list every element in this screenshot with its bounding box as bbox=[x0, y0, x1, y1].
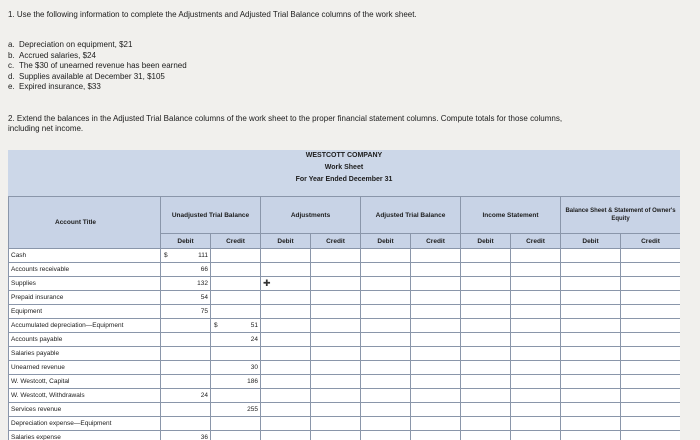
unadjusted-credit-cell bbox=[211, 319, 261, 333]
atb-debit-input[interactable] bbox=[361, 347, 411, 361]
unadjusted-credit-cell bbox=[211, 249, 261, 263]
unadjusted-credit-value: 186 bbox=[247, 378, 258, 385]
unadjusted-credit-cell bbox=[211, 333, 261, 347]
atb-credit-input[interactable] bbox=[411, 333, 461, 347]
income-statement-header: Income Statement bbox=[461, 197, 561, 234]
unadjusted-debit-cell bbox=[161, 319, 211, 333]
account-name: Accounts receivable bbox=[9, 263, 161, 277]
adj-debit-input[interactable] bbox=[261, 319, 311, 333]
unadjusted-debit-value: 54 bbox=[200, 294, 208, 301]
unadjusted-credit-value: 30 bbox=[250, 364, 258, 371]
atb-credit-input[interactable] bbox=[411, 431, 461, 440]
adj-credit-input[interactable] bbox=[311, 263, 361, 277]
work-sheet bbox=[8, 150, 680, 440]
atb-credit-input[interactable] bbox=[411, 403, 461, 417]
unadjusted-credit-cell bbox=[211, 347, 261, 361]
unadjusted-debit-cell bbox=[161, 431, 211, 440]
atb-debit-input[interactable] bbox=[361, 333, 411, 347]
unadjusted-credit-cell bbox=[211, 403, 261, 417]
unadjusted-debit-cell bbox=[161, 305, 211, 319]
unadjusted-credit-value: 24 bbox=[250, 336, 258, 343]
bs-debit-input[interactable] bbox=[561, 277, 621, 291]
table-row bbox=[9, 403, 681, 417]
unadjusted-debit-header: Debit bbox=[161, 234, 211, 249]
account-title-header: Account Title bbox=[9, 197, 161, 249]
account-name: Accounts payable bbox=[9, 333, 161, 347]
bs-debit-input[interactable] bbox=[561, 403, 621, 417]
unadjusted-debit-cell bbox=[161, 291, 211, 305]
bs-debit-input[interactable] bbox=[561, 291, 621, 305]
bs-credit-input[interactable] bbox=[621, 417, 681, 431]
adj-credit-input[interactable] bbox=[311, 389, 361, 403]
is-credit-input[interactable] bbox=[511, 305, 561, 319]
bs-credit-input[interactable] bbox=[621, 319, 681, 333]
adj-credit-input[interactable] bbox=[311, 277, 361, 291]
unadjusted-debit-cell bbox=[161, 403, 211, 417]
table-row bbox=[9, 319, 681, 333]
bs-credit-input[interactable] bbox=[621, 375, 681, 389]
table-row bbox=[9, 361, 681, 375]
list-item: d. Supplies available at December 31, $105 bbox=[8, 71, 165, 81]
unadjusted-credit-cell bbox=[211, 431, 261, 440]
atb-credit-input[interactable] bbox=[411, 291, 461, 305]
bs-debit-input[interactable] bbox=[561, 249, 621, 263]
is-debit-input[interactable] bbox=[461, 361, 511, 375]
bs-credit-input[interactable] bbox=[621, 403, 681, 417]
account-name: W. Westcott, Withdrawals bbox=[9, 389, 161, 403]
company-name: WESTCOTT COMPANY bbox=[305, 152, 383, 159]
balance-sheet-header: Balance Sheet & Statement of Owner's Equity bbox=[561, 197, 681, 234]
table-row bbox=[9, 431, 681, 440]
income-credit-header: Credit bbox=[511, 234, 561, 249]
unadjusted-trial-balance-header: Unadjusted Trial Balance bbox=[161, 197, 261, 234]
bs-credit-input[interactable] bbox=[621, 305, 681, 319]
adj-credit-input[interactable] bbox=[311, 291, 361, 305]
is-debit-input[interactable] bbox=[461, 403, 511, 417]
account-name: Services revenue bbox=[9, 403, 161, 417]
atb-debit-input[interactable] bbox=[361, 263, 411, 277]
account-name: Accumulated depreciation—Equipment bbox=[9, 319, 161, 333]
adjustments-info-list bbox=[8, 40, 187, 93]
is-debit-input[interactable] bbox=[461, 389, 511, 403]
unadjusted-credit-cell bbox=[211, 305, 261, 319]
atb-debit-input[interactable] bbox=[361, 291, 411, 305]
unadjusted-credit-cell bbox=[211, 389, 261, 403]
unadjusted-debit-value: 111 bbox=[198, 252, 208, 259]
table-row bbox=[9, 305, 681, 319]
table-row bbox=[9, 389, 681, 403]
unadjusted-debit-cell bbox=[161, 347, 211, 361]
atb-debit-input[interactable] bbox=[361, 417, 411, 431]
unadjusted-debit-value: 36 bbox=[200, 434, 208, 440]
adj-credit-input[interactable] bbox=[311, 361, 361, 375]
bs-credit-input[interactable] bbox=[621, 291, 681, 305]
account-name: Prepaid insurance bbox=[9, 291, 161, 305]
group-header-row bbox=[9, 197, 681, 234]
table-row bbox=[9, 277, 681, 291]
bs-credit-input[interactable] bbox=[621, 361, 681, 375]
atb-debit-input[interactable] bbox=[361, 361, 411, 375]
is-debit-input[interactable] bbox=[461, 319, 511, 333]
bs-debit-input[interactable] bbox=[561, 375, 621, 389]
adj-credit-input[interactable] bbox=[311, 319, 361, 333]
unadjusted-credit-cell bbox=[211, 375, 261, 389]
bs-debit-input[interactable] bbox=[561, 333, 621, 347]
unadjusted-credit-cell bbox=[211, 361, 261, 375]
bs-debit-input[interactable] bbox=[561, 305, 621, 319]
is-credit-input[interactable] bbox=[511, 319, 561, 333]
unadjusted-debit-cell bbox=[161, 263, 211, 277]
atb-debit-input[interactable] bbox=[361, 389, 411, 403]
is-credit-input[interactable] bbox=[511, 389, 561, 403]
atb-credit-input[interactable] bbox=[411, 417, 461, 431]
adjustments-header: Adjustments bbox=[261, 197, 361, 234]
adjustments-credit-header: Credit bbox=[311, 234, 361, 249]
adj-credit-input[interactable] bbox=[311, 347, 361, 361]
table-row bbox=[9, 417, 681, 431]
adjusted-credit-header: Credit bbox=[411, 234, 461, 249]
is-debit-input[interactable] bbox=[461, 249, 511, 263]
account-name: W. Westcott, Capital bbox=[9, 375, 161, 389]
is-credit-input[interactable] bbox=[511, 291, 561, 305]
is-credit-input[interactable] bbox=[511, 375, 561, 389]
adjusted-debit-header: Debit bbox=[361, 234, 411, 249]
adj-debit-input[interactable] bbox=[261, 347, 311, 361]
is-debit-input[interactable] bbox=[461, 333, 511, 347]
table-row bbox=[9, 375, 681, 389]
list-item: b. Accrued salaries, $24 bbox=[8, 50, 96, 60]
is-credit-input[interactable] bbox=[511, 347, 561, 361]
adjusted-trial-balance-header: Adjusted Trial Balance bbox=[361, 197, 461, 234]
atb-credit-input[interactable] bbox=[411, 347, 461, 361]
bs-debit-input[interactable] bbox=[561, 361, 621, 375]
unadjusted-credit-cell bbox=[211, 291, 261, 305]
unadjusted-debit-cell bbox=[161, 333, 211, 347]
bs-credit-input[interactable] bbox=[621, 277, 681, 291]
adjustments-debit-header: Debit bbox=[261, 234, 311, 249]
is-credit-input[interactable] bbox=[511, 263, 561, 277]
bs-debit-input[interactable] bbox=[561, 347, 621, 361]
atb-credit-input[interactable] bbox=[411, 389, 461, 403]
adj-debit-input[interactable] bbox=[261, 375, 311, 389]
work-sheet-heading bbox=[8, 150, 680, 186]
is-credit-input[interactable] bbox=[511, 277, 561, 291]
atb-credit-input[interactable] bbox=[411, 305, 461, 319]
unadjusted-debit-cell bbox=[161, 361, 211, 375]
account-name: Salaries payable bbox=[9, 347, 161, 361]
adj-debit-input[interactable] bbox=[261, 389, 311, 403]
adj-debit-input[interactable] bbox=[261, 291, 311, 305]
atb-debit-input[interactable] bbox=[361, 403, 411, 417]
is-credit-input[interactable] bbox=[511, 333, 561, 347]
atb-debit-input[interactable] bbox=[361, 375, 411, 389]
adj-credit-input[interactable] bbox=[311, 333, 361, 347]
bs-debit-input[interactable] bbox=[561, 431, 621, 440]
unadjusted-credit-cell bbox=[211, 277, 261, 291]
list-item: c. The $30 of unearned revenue has been earned bbox=[8, 61, 187, 70]
atb-debit-input[interactable] bbox=[361, 431, 411, 440]
is-debit-input[interactable] bbox=[461, 263, 511, 277]
unadjusted-debit-cell bbox=[161, 249, 211, 263]
adj-credit-input[interactable] bbox=[311, 249, 361, 263]
adj-debit-input[interactable] bbox=[261, 417, 311, 431]
work-sheet-table bbox=[8, 196, 680, 440]
account-name: Cash bbox=[9, 249, 161, 263]
is-credit-input[interactable] bbox=[511, 417, 561, 431]
table-row bbox=[9, 249, 681, 263]
atb-debit-input[interactable] bbox=[361, 305, 411, 319]
work-sheet-title: Work Sheet bbox=[324, 164, 364, 171]
atb-credit-input[interactable] bbox=[411, 375, 461, 389]
adj-debit-input[interactable] bbox=[261, 431, 311, 440]
move-cursor-icon: ✚ bbox=[263, 278, 271, 288]
unadjusted-credit-cell bbox=[211, 417, 261, 431]
table-row bbox=[9, 333, 681, 347]
currency-symbol: $ bbox=[214, 322, 218, 329]
adj-debit-input[interactable] bbox=[261, 361, 311, 375]
bs-credit-input[interactable] bbox=[621, 249, 681, 263]
unadjusted-debit-cell bbox=[161, 375, 211, 389]
list-item: a. Depreciation on equipment, $21 bbox=[8, 40, 133, 49]
question-1: 1. Use the following information to complete the Adjustments and Adjusted Trial Balance columns of the work sheet. bbox=[8, 10, 417, 19]
bs-debit-input[interactable] bbox=[561, 263, 621, 277]
bs-credit-input[interactable] bbox=[621, 431, 681, 440]
balance-credit-header: Credit bbox=[621, 234, 681, 249]
unadjusted-debit-value: 132 bbox=[197, 280, 208, 287]
adj-credit-input[interactable] bbox=[311, 403, 361, 417]
table-row bbox=[9, 291, 681, 305]
list-item: e. Expired insurance, $33 bbox=[8, 82, 101, 91]
table-row bbox=[9, 347, 681, 361]
adj-debit-input[interactable] bbox=[261, 277, 311, 291]
income-debit-header: Debit bbox=[461, 234, 511, 249]
is-debit-input[interactable] bbox=[461, 277, 511, 291]
is-debit-input[interactable] bbox=[461, 417, 511, 431]
is-debit-input[interactable] bbox=[461, 431, 511, 440]
adj-debit-input[interactable] bbox=[261, 333, 311, 347]
is-debit-input[interactable] bbox=[461, 305, 511, 319]
adj-credit-input[interactable] bbox=[311, 375, 361, 389]
unadjusted-credit-header: Credit bbox=[211, 234, 261, 249]
unadjusted-debit-cell bbox=[161, 389, 211, 403]
currency-symbol: $ bbox=[164, 252, 168, 259]
balance-debit-header: Debit bbox=[561, 234, 621, 249]
bs-credit-input[interactable] bbox=[621, 333, 681, 347]
is-credit-input[interactable] bbox=[511, 249, 561, 263]
bs-debit-input[interactable] bbox=[561, 319, 621, 333]
unadjusted-credit-value: 51 bbox=[250, 322, 258, 329]
bs-debit-input[interactable] bbox=[561, 417, 621, 431]
atb-debit-input[interactable] bbox=[361, 277, 411, 291]
bs-debit-input[interactable] bbox=[561, 389, 621, 403]
unadjusted-debit-cell bbox=[161, 417, 211, 431]
unadjusted-debit-cell bbox=[161, 277, 211, 291]
account-name: Unearned revenue bbox=[9, 361, 161, 375]
atb-credit-input[interactable] bbox=[411, 361, 461, 375]
atb-credit-input[interactable] bbox=[411, 277, 461, 291]
is-credit-input[interactable] bbox=[511, 361, 561, 375]
adj-credit-input[interactable] bbox=[311, 417, 361, 431]
adj-debit-input[interactable] bbox=[261, 263, 311, 277]
is-debit-input[interactable] bbox=[461, 291, 511, 305]
adj-debit-input[interactable] bbox=[261, 305, 311, 319]
unadjusted-debit-value: 75 bbox=[200, 308, 208, 315]
account-name: Supplies bbox=[9, 277, 161, 291]
atb-debit-input[interactable] bbox=[361, 249, 411, 263]
account-name: Salaries expense bbox=[9, 431, 161, 440]
adj-credit-input[interactable] bbox=[311, 305, 361, 319]
adj-debit-input[interactable] bbox=[261, 403, 311, 417]
is-debit-input[interactable] bbox=[461, 375, 511, 389]
unadjusted-credit-cell bbox=[211, 263, 261, 277]
atb-credit-input[interactable] bbox=[411, 319, 461, 333]
atb-debit-input[interactable] bbox=[361, 319, 411, 333]
adj-debit-input[interactable] bbox=[261, 249, 311, 263]
is-credit-input[interactable] bbox=[511, 431, 561, 440]
unadjusted-debit-value: 24 bbox=[200, 392, 208, 399]
atb-credit-input[interactable] bbox=[411, 263, 461, 277]
account-name: Depreciation expense—Equipment bbox=[9, 417, 161, 431]
bs-credit-input[interactable] bbox=[621, 347, 681, 361]
unadjusted-credit-value: 255 bbox=[247, 406, 258, 413]
is-credit-input[interactable] bbox=[511, 403, 561, 417]
table-row bbox=[9, 263, 681, 277]
unadjusted-debit-value: 66 bbox=[200, 266, 208, 273]
account-name: Equipment bbox=[9, 305, 161, 319]
adj-credit-input[interactable] bbox=[311, 431, 361, 440]
work-sheet-period: For Year Ended December 31 bbox=[295, 176, 393, 183]
atb-credit-input[interactable] bbox=[411, 249, 461, 263]
bs-credit-input[interactable] bbox=[621, 389, 681, 403]
bs-credit-input[interactable] bbox=[621, 263, 681, 277]
is-debit-input[interactable] bbox=[461, 347, 511, 361]
question-2: 2. Extend the balances in the Adjusted Trial Balance columns of the work sheet to the proper financial statement columns. Compute totals for those columns, including net income. bbox=[8, 114, 563, 133]
